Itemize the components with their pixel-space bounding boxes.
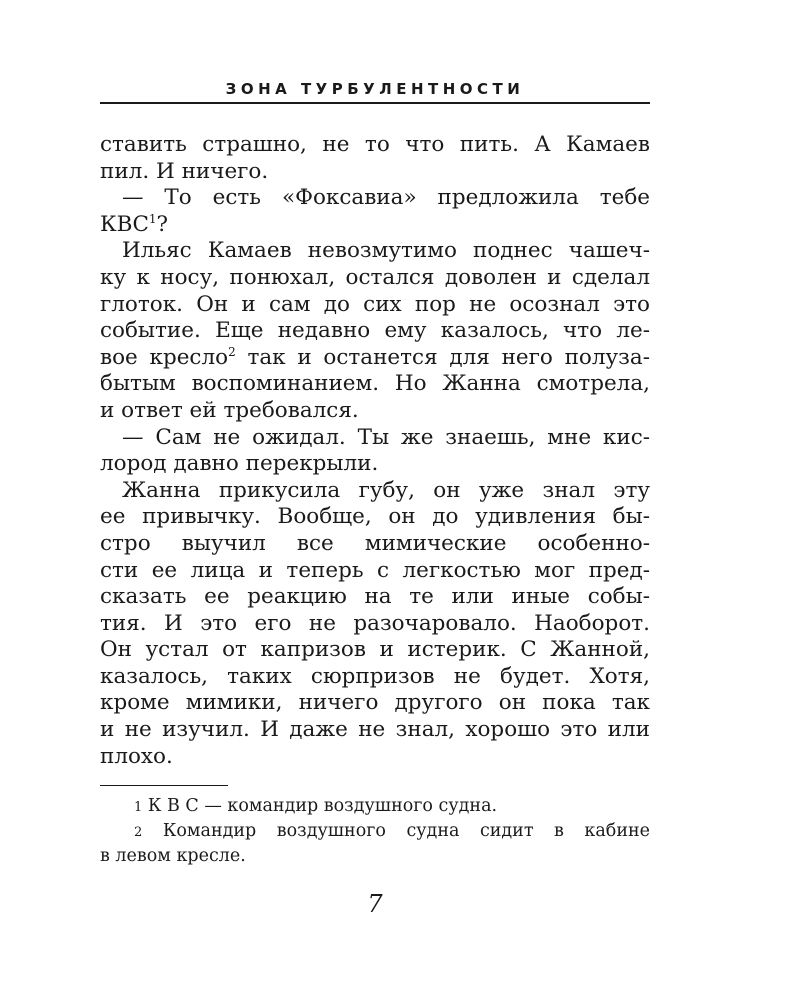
footnote-ref-2[interactable]: 2: [228, 344, 236, 359]
body-line: казалось, таких сюрпризов не будет. Хотя,: [100, 663, 650, 689]
body-line: — Сам не ожидал. Ты же знаешь, мне кис-: [122, 424, 650, 450]
body-line-with-footnote: [100, 212, 650, 239]
body-line: сказать ее реакцию на те или иные собы-: [100, 584, 650, 610]
body-line: и не изучил. И даже не знал, хорошо это или: [100, 717, 650, 743]
footnote-ref-1[interactable]: 1: [148, 211, 157, 226]
page-number: 7: [367, 890, 383, 918]
body-text: [100, 132, 650, 770]
footnote-1: [100, 794, 650, 819]
footnote-mark-2: 2: [134, 825, 143, 840]
body-line-text: вое кресло: [100, 344, 229, 370]
body-line: — То есть «Фоксавиа» предложила тебе: [122, 185, 650, 211]
footnote-2: [100, 819, 650, 844]
body-line: плохо.: [100, 743, 173, 769]
body-line: стро выучил все мимические особенно-: [100, 530, 650, 556]
footnote-2-continuation: в левом кресле.: [100, 846, 246, 866]
body-line: кроме мимики, ничего другого он пока так: [100, 690, 650, 716]
body-line: ее привычку. Вообще, он до удивления бы-: [100, 504, 650, 530]
body-line-text: КВС: [100, 211, 149, 237]
body-line-text: так и останется для него полуза-: [235, 344, 650, 370]
header-rule: [100, 102, 650, 104]
body-line: событие. Еще недавно ему казалось, что ле-: [100, 318, 650, 344]
body-line-with-footnote: [100, 345, 650, 372]
book-page: [100, 0, 650, 1000]
body-line: глоток. Он и сам до сих пор не осознал это: [100, 291, 650, 317]
footnote-mark-1: 1: [134, 800, 143, 815]
body-line: и ответ ей требовался.: [100, 397, 359, 423]
body-line: бытым воспоминанием. Но Жанна смотрела,: [100, 371, 650, 397]
body-line: тия. И это его не разочаровало. Наоборот.: [100, 610, 650, 636]
body-line: лород давно перекрыли.: [100, 451, 379, 477]
body-line: ку к носу, понюхал, остался доволен и сделал: [100, 264, 650, 290]
body-line: Он устал от капризов и истерик. С Жанной,: [100, 637, 650, 663]
body-line: Жанна прикусила губу, он уже знал эту: [122, 477, 650, 503]
body-line: пил. И ничего.: [100, 158, 269, 184]
body-line: сти ее лица и теперь с легкостью мог пред-: [100, 557, 650, 583]
running-head: ЗОНА ТУРБУЛЕНТНОСТИ: [225, 80, 525, 98]
body-line: ставить страшно, не то что пить. А Камаев: [100, 132, 650, 157]
footnote-text-1: К В С — командир воздушного судна.: [147, 796, 498, 816]
footnotes: [100, 794, 650, 869]
footnote-rule: [100, 785, 228, 786]
body-line: Ильяс Камаев невозмутимо поднес чашеч-: [122, 238, 650, 264]
question-mark: ?: [156, 211, 169, 237]
footnote-text-2a: Командир воздушного судна сидит в кабине: [162, 821, 650, 841]
